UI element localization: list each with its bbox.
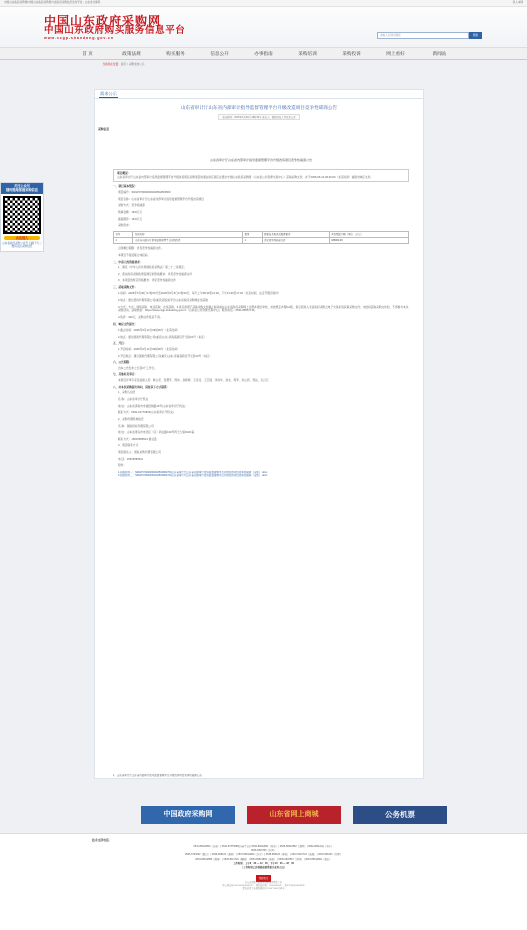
banner-ccgp[interactable]: 中国政府采购网 bbox=[141, 806, 235, 824]
section-heading-obtain: 三、获取采购文件： bbox=[113, 286, 138, 290]
footer-heading: 技术支持电话： bbox=[92, 838, 112, 842]
qr-caption: 山东省政府采购公众号 扫描下方二维码关注采购信息 bbox=[2, 241, 42, 249]
section-heading-qualification: 二、申请人的资格要求： bbox=[113, 260, 143, 264]
section-type-label: 采购信息 bbox=[98, 127, 110, 132]
logo-url: www.ccgp-shandong.gov.cn bbox=[44, 36, 114, 40]
contact-item: 电 话：15615595511 bbox=[118, 457, 144, 461]
requirement-table bbox=[113, 231, 409, 244]
attachment-link-1[interactable]: 1.招标附件一：SDGP370000000202502800700山东省审计厅山东省内部审计指导监督管理平台升级改造项目竞争性磋商（全版）.docx bbox=[118, 471, 268, 475]
footer-hours-note: （工作时间之外请提前联系相关业务人员） bbox=[240, 866, 287, 870]
enter-button[interactable]: 点击进入 bbox=[4, 236, 40, 240]
footer-row: 0531-86612860（济南） | 0531-67575668(济南平台) | 0532-86612861（青岛） | 0533-86612862（淄博） | 0632-86612(1)（枣庄） bbox=[193, 844, 334, 848]
banner-links bbox=[141, 806, 447, 824]
qualification-item: 2、落实政府采购政策需满足的资格要求：详见竞争性磋商文件 bbox=[118, 272, 193, 276]
search-bar bbox=[377, 32, 482, 39]
banner-official-tickets[interactable]: 公务机票 bbox=[353, 806, 447, 824]
footer-icp: 鲁公网安备37010202000002号 ｜ 网站标识码：3700000009 ｜ 鲁ICP备05045086号 bbox=[222, 884, 305, 887]
search-input[interactable]: 请输入关键词搜索 bbox=[377, 32, 469, 39]
footer-row: 0535-6703292（烟台） | 0536-968123（潍坊） | 0537-86612860（济宁） | 0538-968123（泰安） | 0631-5221722（威海） | 0633-968123（日照） bbox=[185, 853, 342, 857]
panel-tab-bar bbox=[95, 90, 423, 99]
gov-badge-icon[interactable]: 党政机关 bbox=[256, 875, 271, 882]
site-logo[interactable] bbox=[44, 16, 185, 41]
table-header-cell: 单包预算金额（单位：元/元） bbox=[329, 231, 408, 237]
qr-code-icon bbox=[3, 196, 41, 234]
nav-item-complaints[interactable]: 采购投诉 bbox=[342, 51, 361, 56]
contact-item: 名 称：山东省审计厅机关 bbox=[118, 397, 149, 401]
project-overview-box bbox=[113, 169, 409, 182]
enter-site-link[interactable]: 进入本网 bbox=[512, 1, 523, 5]
main-nav bbox=[0, 47, 527, 60]
obtain-item: 4.售价：300元，采购文件售后不退。 bbox=[118, 316, 163, 320]
search-button[interactable]: 搜索 bbox=[469, 32, 482, 39]
logo-title-1: 中国山东政府采购网 bbox=[44, 14, 162, 28]
footer-sponsor: 山东省财政厅政府采购监督管理处主办 bbox=[244, 881, 283, 884]
section-heading-period: 六、公告期限： bbox=[113, 361, 132, 365]
basic-item: 项目名称：山东省审计厅山东省内部审计指导监督管理平台升级改造项目 bbox=[118, 197, 204, 201]
qr-title bbox=[1, 183, 43, 194]
table-cell: 188000.00 bbox=[329, 238, 408, 244]
table-cell: 1 bbox=[243, 238, 262, 244]
qr-title-line1: 关注公众号 bbox=[14, 184, 30, 188]
top-bar bbox=[0, 0, 527, 7]
attachments-label: 附件： bbox=[118, 464, 127, 468]
footer-row: 0534-86612858（德州） | 0635-8111740（聊城） | 0543-86612860（滨州） | 0530-5622567（菏泽） | 0543-86612861（临沂） bbox=[195, 857, 332, 861]
contact-item: 联系方式：0531-51772833(山东省审计厅机关) bbox=[118, 411, 174, 415]
contact-item: 地 址：山东省青岛市市北区（区）新业路130号再王大厦2G01室 bbox=[118, 431, 195, 435]
attachment-link-2[interactable]: 2.招标附件二：SDGP370000000202502800700山东省审计厅山东省内部审计指导监督管理平台升级改造项目竞争性磋商（全版）.docx bbox=[118, 474, 268, 478]
contact-item: 项目联系人：国政采购代理有限公司 bbox=[118, 451, 161, 455]
nav-item-training[interactable]: 采购培训 bbox=[298, 51, 317, 56]
period-text: 自本公告发布之日起3个工作日。 bbox=[118, 366, 158, 370]
related-notice-link[interactable]: 1、山东省审计厅山东省内部审计指导监督管理平台升级改造项目竞争性磋商公告 bbox=[113, 774, 202, 777]
footer-browser-note: 建议使用主流浏览器访问 1920*1080分辨率 bbox=[242, 888, 285, 891]
open-item: 1.开启时间：2025年6月13日09时30分（北京时间） bbox=[118, 347, 180, 351]
nav-item-policy[interactable]: 政策法规 bbox=[122, 51, 141, 56]
section-heading-submit: 四、响应文件提交： bbox=[113, 323, 138, 327]
top-bar-title: 中国山东政府采购网|中国山东政府采购网与省政府采购信息发布平台 - 山东省计算机 bbox=[4, 1, 101, 5]
nav-item-home[interactable]: 首 页 bbox=[82, 51, 93, 56]
nav-item-news[interactable]: 新闻站 bbox=[432, 51, 447, 56]
page-title: 山东省审计厅山东省内部审计指导监督管理平台升级改造项目竞争性磋商公告 bbox=[180, 105, 338, 110]
basic-item: 预算金额：18.8万元 bbox=[118, 210, 143, 214]
table-header-cell: 包号 bbox=[114, 231, 133, 237]
qualification-item: 3、本项目的特定资格要求：详见竞争性磋商文件 bbox=[118, 279, 176, 283]
breadcrumb-path[interactable]: 首页 > 采购需求公示 bbox=[120, 63, 145, 67]
table-header-cell: 包的名称 bbox=[133, 231, 243, 237]
section-heading-basic: 一、项目基本情况： bbox=[113, 185, 138, 189]
qualification-item: 1、满足《中华人民共和国政府采购法》第二十二条规定； bbox=[118, 266, 187, 270]
footer-hours: 工作时间：上午8：30 — 12：00；下午13：30 — 18：00 bbox=[233, 861, 294, 865]
logo-title-2: 中国山东政府购买服务信息平台 bbox=[44, 26, 186, 36]
qr-sidebar bbox=[0, 182, 44, 252]
table-cell: 山东省内部审计指导监督管理平台升级改造 bbox=[133, 238, 243, 244]
nav-item-online[interactable]: 网上看好 bbox=[386, 51, 405, 56]
footer-row: 0546-8307250（东营） bbox=[251, 849, 276, 853]
basic-item: 项目编号：SDGP370000000202502803500 bbox=[118, 190, 171, 194]
announcement-document bbox=[113, 158, 409, 478]
basic-item: 采购方式：竞争性磋商 bbox=[118, 204, 145, 208]
site-footer bbox=[0, 833, 527, 930]
nav-item-guide[interactable]: 办事指南 bbox=[254, 51, 273, 56]
obtain-item: 1.时间：2025年5月30日17时00分至2025年6月5日17时00分，每天上午08:30至12:30，下午13:30至17:30（北京时间，法定节假日除外） bbox=[118, 291, 281, 295]
section-heading-open: 五、开启： bbox=[113, 342, 127, 346]
nav-item-info[interactable]: 信息公开 bbox=[210, 51, 229, 56]
section-heading-contact: 八、对本次采购提出询问，请按以下方式联系： bbox=[113, 385, 170, 389]
overview-text: 山东省审计厅山东省内部审计指导监督管理平台升级改造项目采购项目的潜在供应商应在通过中国山东政府采购网（山东省公共资源交易中心）获取采购文件，并于2025-06-13 09:30:00（北京时间）前提交响应文件。 bbox=[117, 175, 374, 179]
overview-heading: 项目概况： bbox=[117, 172, 131, 176]
obtain-item: 2.地点：通过招标代理有限公司(重庆)招投标平台山东省政府采购网在线获取 bbox=[118, 298, 209, 302]
contact-item: 1、采购人信息 bbox=[118, 391, 136, 395]
publish-meta: 发布时间：2025年5月30日 18时49分 发布人：国防科技大学信息公开 bbox=[218, 114, 299, 120]
contact-item: 联系方式：15615595513 鲁总监 bbox=[118, 437, 157, 441]
obtain-item: 3.方式：方式：现场获取、电话获取、在线获取，3.供应商须于获取采购文件截止时间前在山东省政府采购网上注册并通过审核，并按规定办理CA锁，供应商进入全省政府采购云电子交易系统获取采购文件；未按时获取采购文件的，不得参与本次采购活动。获取地址：https://www.ccgp-shandong.gov.cn（山东省公共资源交易中心)，联系电话：0531-86557710。 bbox=[118, 305, 409, 313]
other-text: 本项目评审专家及监督人员：韩立宏、张慧芳、周伟、孙婷婷、王丹丹、王卫国、李伟华、孙杰、周军、孙立莉、郑法、毛汉元 bbox=[118, 379, 269, 383]
table-header-cell: 简要技术需求或服务要求 bbox=[262, 231, 329, 237]
table-header-cell: 数量 bbox=[243, 231, 262, 237]
submit-item: 2.地点：通过国政代理有限公司(重庆)山东-济南高新区开元街10号（东区） bbox=[118, 335, 207, 339]
table-row bbox=[114, 238, 409, 244]
site-header bbox=[0, 7, 527, 47]
basic-item: 最高限价：18.8万元 bbox=[118, 217, 143, 221]
breadcrumb-label: 当前所在位置: bbox=[102, 63, 119, 67]
basic-tail: 本项目不接受联合体投标。 bbox=[118, 253, 151, 257]
tab-requirement[interactable]: 需求公示 bbox=[99, 91, 118, 98]
qr-title-line2: 随时随地掌握采购信息 bbox=[6, 188, 38, 193]
breadcrumb bbox=[99, 60, 429, 70]
table-cell: 详见竞争性磋商文件 bbox=[262, 238, 329, 244]
basic-item: 采购需求： bbox=[118, 224, 132, 228]
contact-item: 3、项目联系方式 bbox=[118, 444, 139, 448]
banner-online-mall[interactable]: 山东省网上商城 bbox=[247, 806, 341, 824]
basic-tail: 合同履行期限：详见竞争性磋商文件。 bbox=[118, 247, 164, 251]
submit-item: 1.截止时间：2025年6月13日09时30分（北京时间） bbox=[118, 328, 180, 332]
contact-item: 名 称：国政招标代理有限公司 bbox=[118, 424, 154, 428]
contact-item: 2、采购代理机构信息 bbox=[118, 417, 144, 421]
open-item: 2.开启地点：通过国政代理有限公司(重庆)山东-济南高新区开元街10号（东区） bbox=[118, 354, 212, 358]
section-heading-other: 七、其他补充事宜： bbox=[113, 373, 138, 377]
table-cell: 1 bbox=[114, 238, 133, 244]
doc-title: 山东省审计厅山东省内部审计指导监督管理平台升级改造项目竞争性磋商公告 bbox=[209, 158, 312, 162]
nav-item-services[interactable]: 购买服务 bbox=[166, 51, 185, 56]
contact-item: 地 址：山东省济南市市南经纬路16号(山东省审计厅机关) bbox=[118, 404, 186, 408]
